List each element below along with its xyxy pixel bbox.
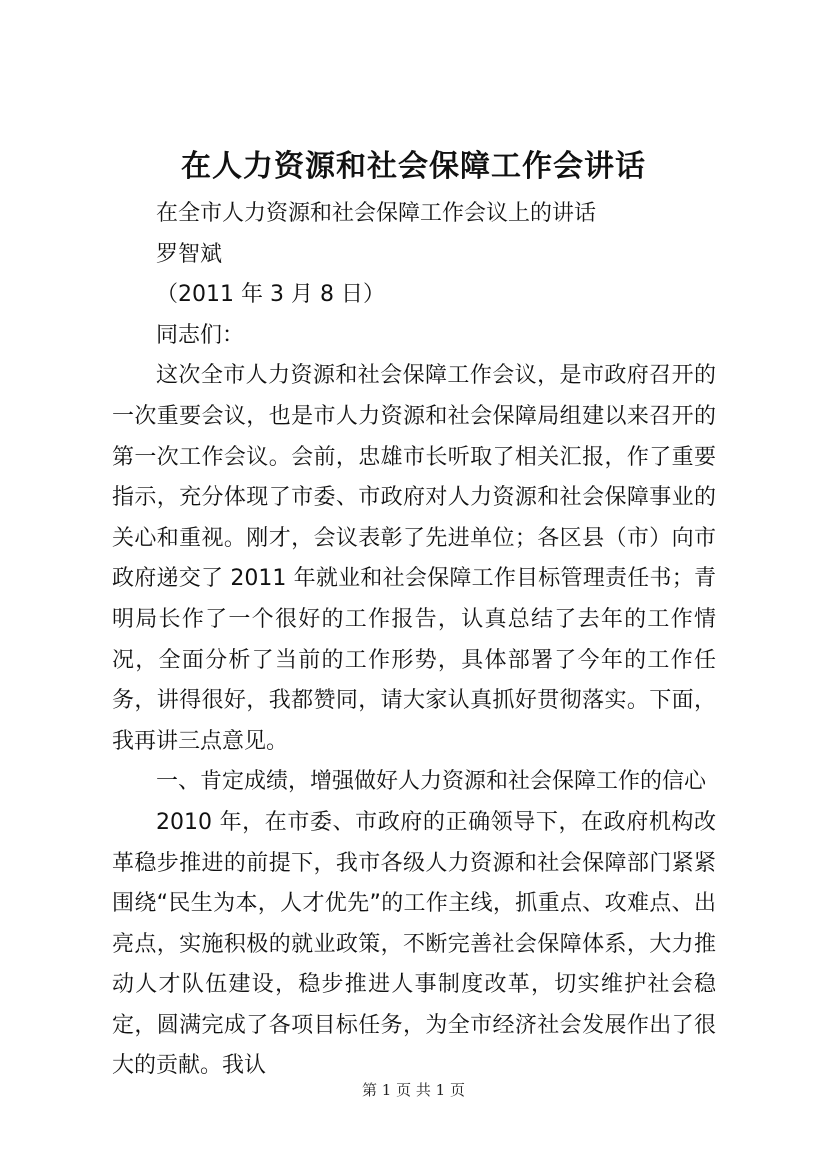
author-name: 罗智斌: [156, 241, 223, 267]
document-subtitle: 在全市人力资源和社会保障工作会议上的讲话: [156, 201, 597, 226]
speech-date: （2011 年 3 月 8 日）: [156, 282, 385, 308]
salutation: 同志们：: [156, 322, 245, 348]
paragraph-intro: 这次全市人力资源和社会保障工作会议，是市政府召开的一次重要会议，也是市人力资源和社会保障局组建以来召开的第一次工作会议。会前，忠雄市长听取了相关汇报，作了重要指示，充分体现了市委、市政府对人力资源和社会保障事业的关心和重视。刚才，会议表彰了先进单位；各区县（市）向市政府递交了 2011 年就业和社会保障工作目标管理责任书；青明局长作了一个很好的工作报告，认真总结了去年的工作情况，全面分析了当前的工作形势，具体部署了今年的工作任务，讲得很好，我都赞同，请大家认真抓好贯彻落实。下面，我再讲三点意见。: [112, 363, 716, 754]
document-title: 在人力资源和社会保障工作会讲话: [181, 149, 646, 184]
section-heading-1: 一、肯定成绩，增强做好人力资源和社会保障工作的信心: [156, 769, 707, 795]
page-footer: 第 1 页 共 1 页: [362, 1081, 465, 1099]
paragraph-achievements: 2010 年，在市委、市政府的正确领导下，在政府机构改革稳步推进的前提下，我市各级人力资源和社会保障部门紧紧围绕“民生为本，人才优先”的工作主线，抓重点、攻难点、出亮点，实施积极的就业政策，不断完善社会保障体系，大力推动人才队伍建设，稳步推进人事制度改革，切实维护社会稳定，圆满完成了各项目标任务，为全市经济社会发展作出了很大的贡献。我认: [112, 809, 716, 1079]
document-body: [112, 194, 716, 1087]
